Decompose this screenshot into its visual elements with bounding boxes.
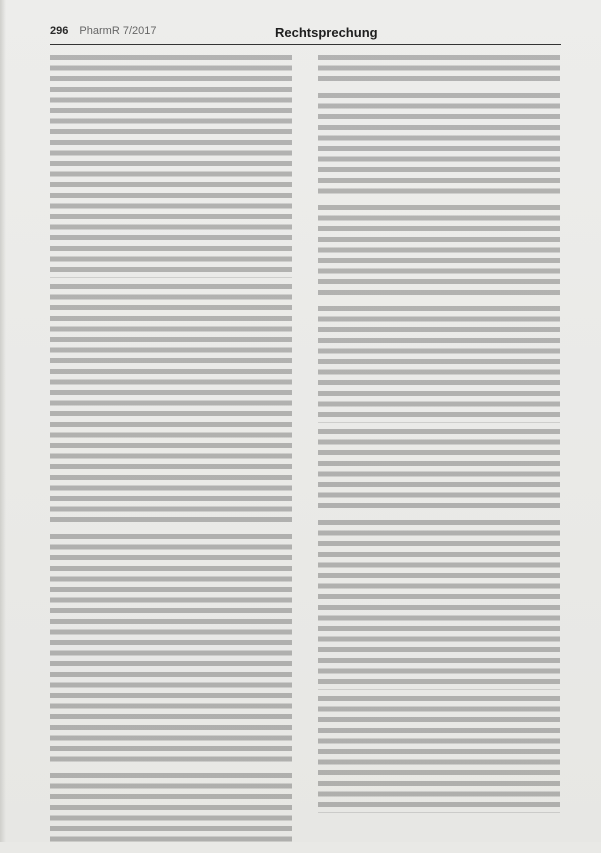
paragraph	[318, 520, 560, 690]
running-head	[50, 25, 156, 37]
paragraph	[318, 696, 560, 813]
paragraph	[318, 306, 560, 423]
section-title: Rechtsprechung	[275, 25, 378, 40]
paragraph	[318, 55, 560, 87]
scan-edge-shadow	[0, 0, 6, 842]
paragraph	[318, 93, 560, 199]
paragraph	[318, 429, 560, 514]
paragraph	[50, 55, 292, 278]
journal-reference: PharmR 7/2017	[79, 25, 157, 37]
paragraph	[50, 284, 292, 528]
header-rule	[50, 44, 561, 45]
right-column	[318, 55, 560, 819]
paragraph	[50, 534, 292, 767]
paragraph	[50, 773, 292, 847]
paragraph	[318, 205, 560, 300]
page-number: 296	[50, 25, 69, 37]
left-column	[50, 55, 292, 853]
